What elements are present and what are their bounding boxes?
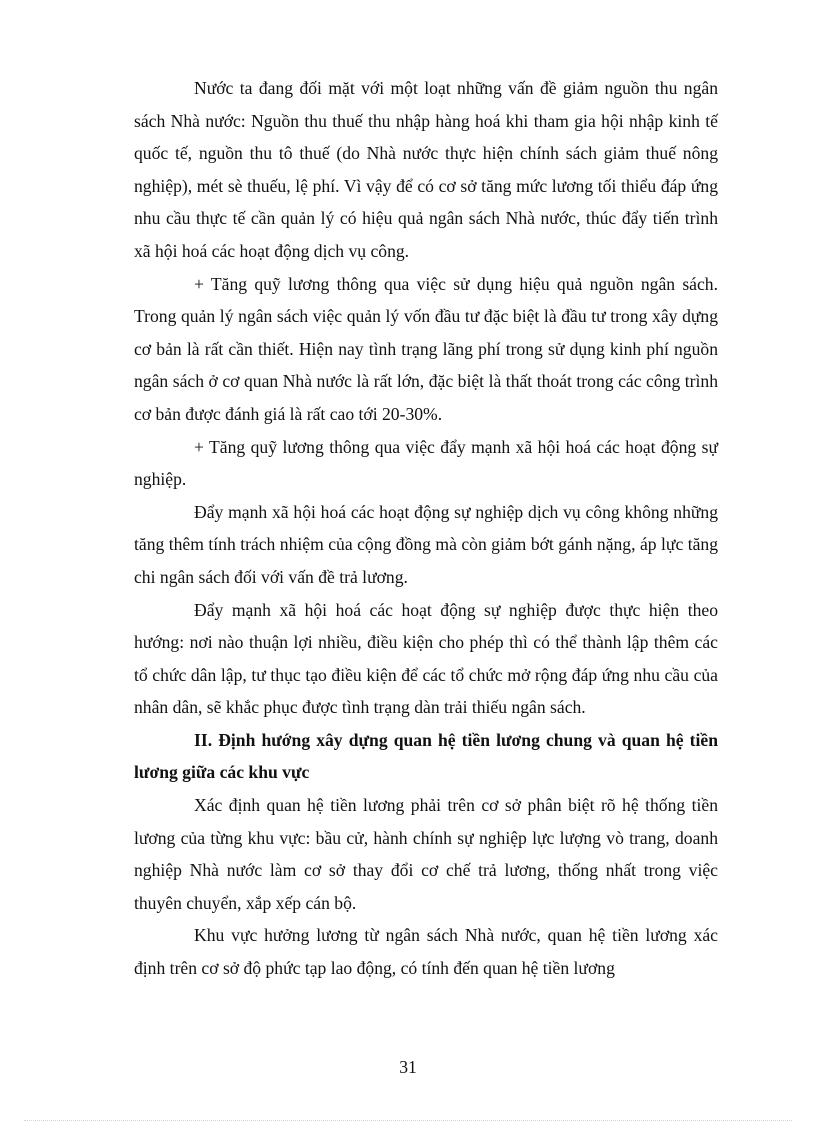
paragraph-state-budget-sector: Khu vực hưởng lương từ ngân sách Nhà nước, quan hệ tiền lương xác định trên cơ sở độ phức tạp lao động, có tính đến quan hệ tiền lương bbox=[134, 925, 718, 979]
paragraph-budget-efficiency: + Tăng quỹ lương thông qua việc sử dụng hiệu quả nguồn ngân sách. Trong quản lý ngân sách việc quản lý vốn đầu tư đặc biệt là đầu tư trong xây dựng cơ bản là rất cần thiết. Hiện nay tình trạng lãng phí trong sử dụng kinh phí nguồn ngân sách ở cơ quan Nhà nước là rất lớn, đặc biệt là thất thoát trong các công trình cơ bản được đánh giá là rất cao tới 20-30%. bbox=[134, 273, 718, 424]
section-heading: II. Định hướng xây dựng quan hệ tiền lương chung và quan hệ tiền lương giữa các khu vực bbox=[134, 729, 718, 783]
document-body bbox=[134, 72, 718, 985]
footer-dotted-rule bbox=[24, 1120, 792, 1121]
paragraph-socialization-benefits: Đẩy mạnh xã hội hoá các hoạt động sự nghiệp dịch vụ công không những tăng thêm tính trách nhiệm của cộng đồng mà còn giảm bớt gánh nặng, áp lực tăng chi ngân sách đối với vấn đề trả lương. bbox=[134, 501, 718, 587]
paragraph-socialization-direction: Đẩy mạnh xã hội hoá các hoạt động sự nghiệp được thực hiện theo hướng: nơi nào thuận lợi nhiều, điều kiện cho phép thì có thể thành lập thêm các tổ chức dân lập, tư thục tạo điều kiện để các tổ chức mở rộng đáp ứng nhu cầu của nhân dân, sẽ khắc phục được tình trạng dàn trải thiếu ngân sách. bbox=[134, 599, 718, 718]
paragraph-socialization-bullet: + Tăng quỹ lương thông qua việc đẩy mạnh xã hội hoá các hoạt động sự nghiệp. bbox=[134, 436, 718, 490]
paragraph-state-budget-revenue: Nước ta đang đối mặt với một loạt những vấn đề giảm nguồn thu ngân sách Nhà nước: Nguồn thu thuế thu nhập hàng hoá khi tham gia hội nhập kinh tế quốc tế, nguồn thu tô thuế (do Nhà nước thực hiện chính sách giảm thuế nông nghiệp), mét sè thuếu, lệ phí. Vì vậy để có cơ sở tăng mức lương tối thiểu đáp ứng nhu cầu thực tế cần quản lý có hiệu quả ngân sách Nhà nước, thúc đẩy tiến trình xã hội hoá các hoạt động dịch vụ công. bbox=[134, 78, 718, 261]
paragraph-salary-relations: Xác định quan hệ tiền lương phải trên cơ sở phân biệt rõ hệ thống tiền lương của từng khu vực: bầu cử, hành chính sự nghiệp lực lượng vò trang, doanh nghiệp Nhà nước làm cơ sở thay đổi cơ chế trả lương, thống nhất trong việc thuyên chuyển, xắp xếp cán bộ. bbox=[134, 795, 718, 913]
page-number: 31 bbox=[399, 1057, 417, 1077]
